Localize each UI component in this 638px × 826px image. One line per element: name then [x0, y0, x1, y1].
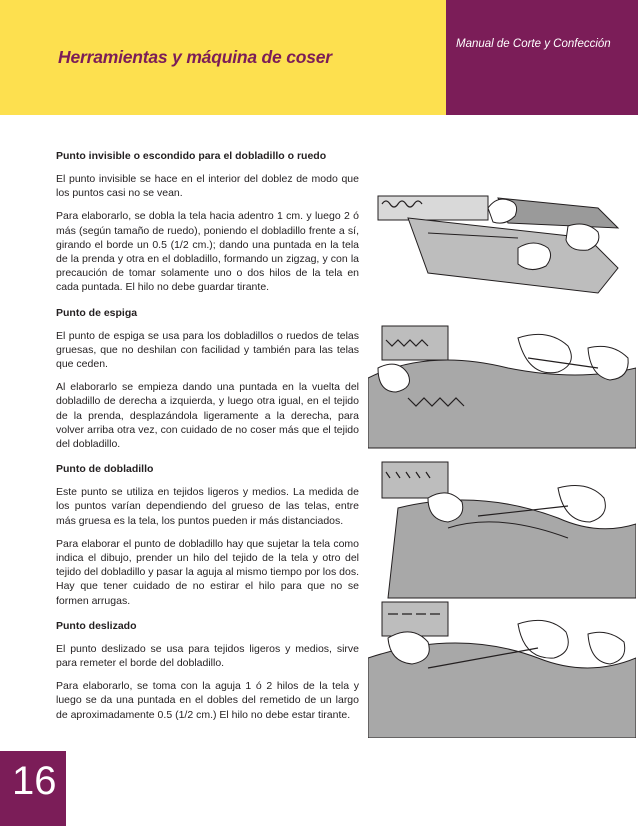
- section-heading: Punto de dobladillo: [56, 463, 154, 476]
- section-heading: Punto invisible o escondido para el dobladillo o ruedo: [56, 150, 327, 162]
- section-paragraph: Para elaborarlo, se toma con la aguja 1 ó 2 hilos de la tela y luego se da una puntada en el dobles del remetido de un largo de aproximadamente 0.5 (1/2 cm.) El hilo no debe estar tirante.: [56, 680, 359, 721]
- sewing-illustrations: [368, 178, 636, 738]
- manual-title: Manual de Corte y Confección: [456, 38, 611, 50]
- illustration-punto-dobladillo: [382, 462, 636, 598]
- section-paragraph: El punto deslizado se usa para tejidos ligeros y medios, sirve para remeter el borde del dobladillo.: [56, 642, 359, 670]
- page-number-box: [0, 751, 66, 826]
- illustration-punto-espiga: [368, 326, 636, 448]
- section-punto-deslizado: [56, 620, 359, 722]
- section-paragraph: Para elaborar el punto de dobladillo hay que sujetar la tela como indica el dibujo, prender un hilo del tejido de la tela y otro del tejido del dobladillo y pasar la aguja al mismo tiempo por los dos. Hay que tener cuidado de no estirar el hilo para que no se formen arrugas.: [56, 537, 359, 607]
- section-paragraph: El punto invisible se hace en el interior del doblez de modo que los puntos casi no se vean.: [56, 173, 359, 200]
- section-punto-dobladillo: [56, 463, 359, 608]
- section-paragraph: Este punto se utiliza en tejidos ligeros y medios. La medida de los puntos varían dependiendo del grueso de las telas, entre más gruesa es la tela, los puntos pueden ir más distanciados.: [56, 486, 359, 527]
- section-heading: Punto deslizado: [56, 619, 137, 632]
- section-paragraph: Para elaborarlo, se dobla la tela hacia adentro 1 cm. y luego 2 ó más (según tamaño de ruedo), poniendo el dobladillo frente a sí, girando el borde un 0.5 (1/2 cm.); dando una puntada en la tela de la prenda y otra en el dobladillo, formando un zigzag, y con la precaución de tomar solamente uno o dos hilos de la tela en cada puntada. El hilo no debe guardar tirante.: [56, 210, 359, 294]
- section-paragraph: El punto de espiga se usa para los dobladillos o ruedos de telas gruesas, que no deshilan con facilidad y también para las telas que ceden.: [56, 329, 359, 371]
- section-heading: Punto de espiga: [56, 306, 138, 319]
- illustration-punto-invisible: [368, 178, 636, 298]
- page-number: 16: [12, 759, 57, 803]
- chapter-title: Herramientas y máquina de coser: [58, 47, 332, 67]
- section-paragraph: Al elaborarlo se empieza dando una puntada en la vuelta del dobladillo de derecha a izquierda, y luego otra igual, en el tejido de la prenda, desplazándola ligeramente a la derecha, para volver arriba otra vez, con cuidado de no coser más que el tejido del dobladillo.: [56, 381, 359, 451]
- main-content: [56, 150, 359, 734]
- header-purple-band: [446, 0, 638, 115]
- section-punto-espiga: [56, 307, 359, 452]
- section-punto-invisible: [56, 150, 359, 295]
- illustration-punto-deslizado: [368, 602, 636, 738]
